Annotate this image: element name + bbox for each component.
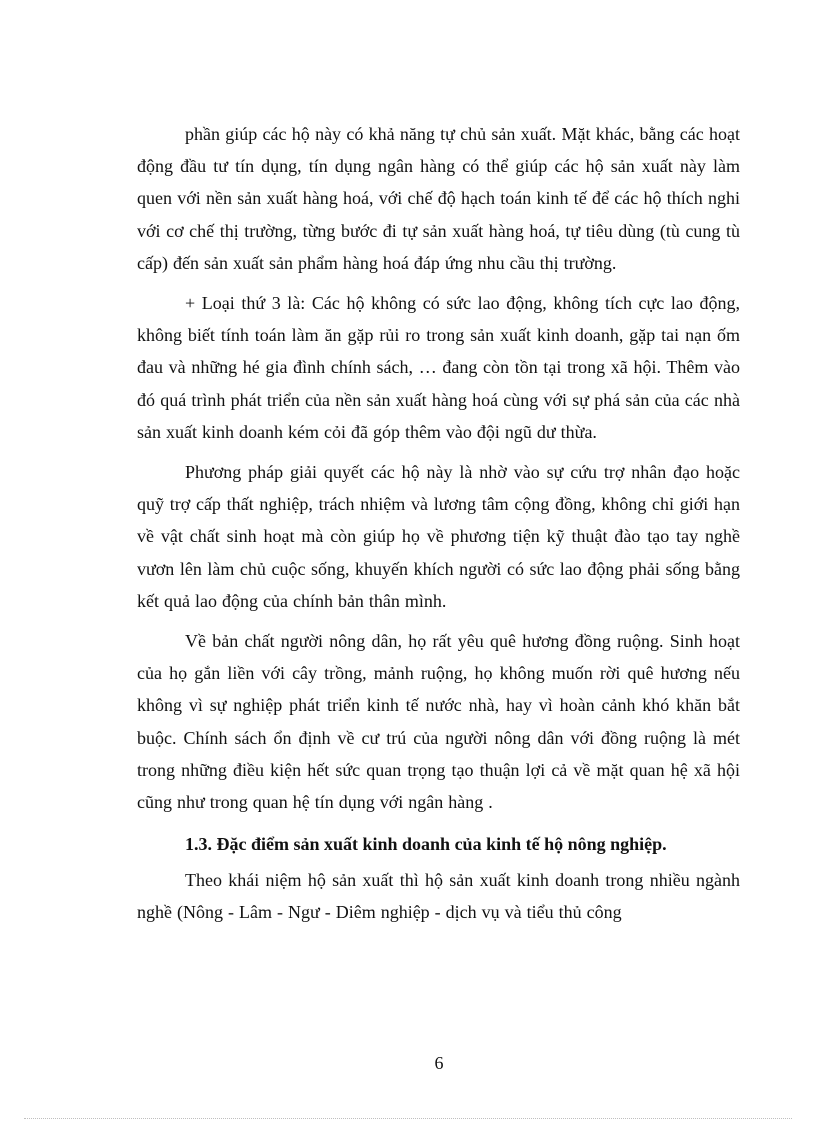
paragraph-2: + Loại thứ 3 là: Các hộ không có sức lao động, không tích cực lao động, không biết tính toán làm ăn gặp rủi ro trong sản xuất kinh doanh, gặp tai nạn ốm đau và những hé gia đình chính sách, … đang còn tồn tại trong xã hội. Thêm vào đó quá trình phát triển của nền sản xuất hàng hoá cùng với sự phá sản của các nhà sản xuất kinh doanh kém cỏi đã góp thêm vào đội ngũ dư thừa.: [137, 293, 740, 442]
paragraph-4: Về bản chất người nông dân, họ rất yêu quê hương đồng ruộng. Sinh hoạt của họ gắn liền với cây trồng, mảnh ruộng, họ không muốn rời quê hương nếu không vì sự nghiệp phát triển kinh tế nước nhà, hay vì hoàn cảnh khó khăn bắt buộc. Chính sách ổn định về cư trú của người nông dân với đồng ruộng là mét trong những điều kiện hết sức quan trọng tạo thuận lợi cả về mặt quan hệ xã hội cũng như trong quan hệ tín dụng với ngân hàng .: [137, 631, 740, 813]
page-number: 6: [434, 1053, 444, 1073]
page-body: [137, 118, 740, 937]
paragraph-3: Phương pháp giải quyết các hộ này là nhờ vào sự cứu trợ nhân đạo hoặc quỹ trợ cấp thất nghiệp, trách nhiệm và lương tâm cộng đồng, không chỉ giới hạn về vật chất sinh hoạt mà còn giúp họ về phương tiện kỹ thuật đào tạo tay nghề vươn lên làm chủ cuộc sống, khuyến khích người có sức lao động phải sống bằng kết quả lao động của chính bản thân mình.: [137, 462, 740, 611]
paragraph-1: phần giúp các hộ này có khả năng tự chủ sản xuất. Mặt khác, bằng các hoạt động đầu tư tín dụng, tín dụng ngân hàng có thể giúp các hộ sản xuất này làm quen với nền sản xuất hàng hoá, với chế độ hạch toán kinh tế để các hộ thích nghi với cơ chế thị trường, từng bước đi tự sản xuất hàng hoá, tự tiêu dùng (tù cung tù cấp) đến sản xuất sản phẩm hàng hoá đáp ứng nhu cầu thị trường.: [137, 124, 740, 273]
paragraph-5: Theo khái niệm hộ sản xuất thì hộ sản xuất kinh doanh trong nhiều ngành nghề (Nông - Lâm - Ngư - Diêm nghiệp - dịch vụ và tiểu thủ công: [137, 870, 740, 923]
page-bottom-divider: [24, 1118, 792, 1119]
section-heading: 1.3. Đặc điểm sản xuất kinh doanh của kinh tế hộ nông nghiệp.: [185, 834, 667, 855]
